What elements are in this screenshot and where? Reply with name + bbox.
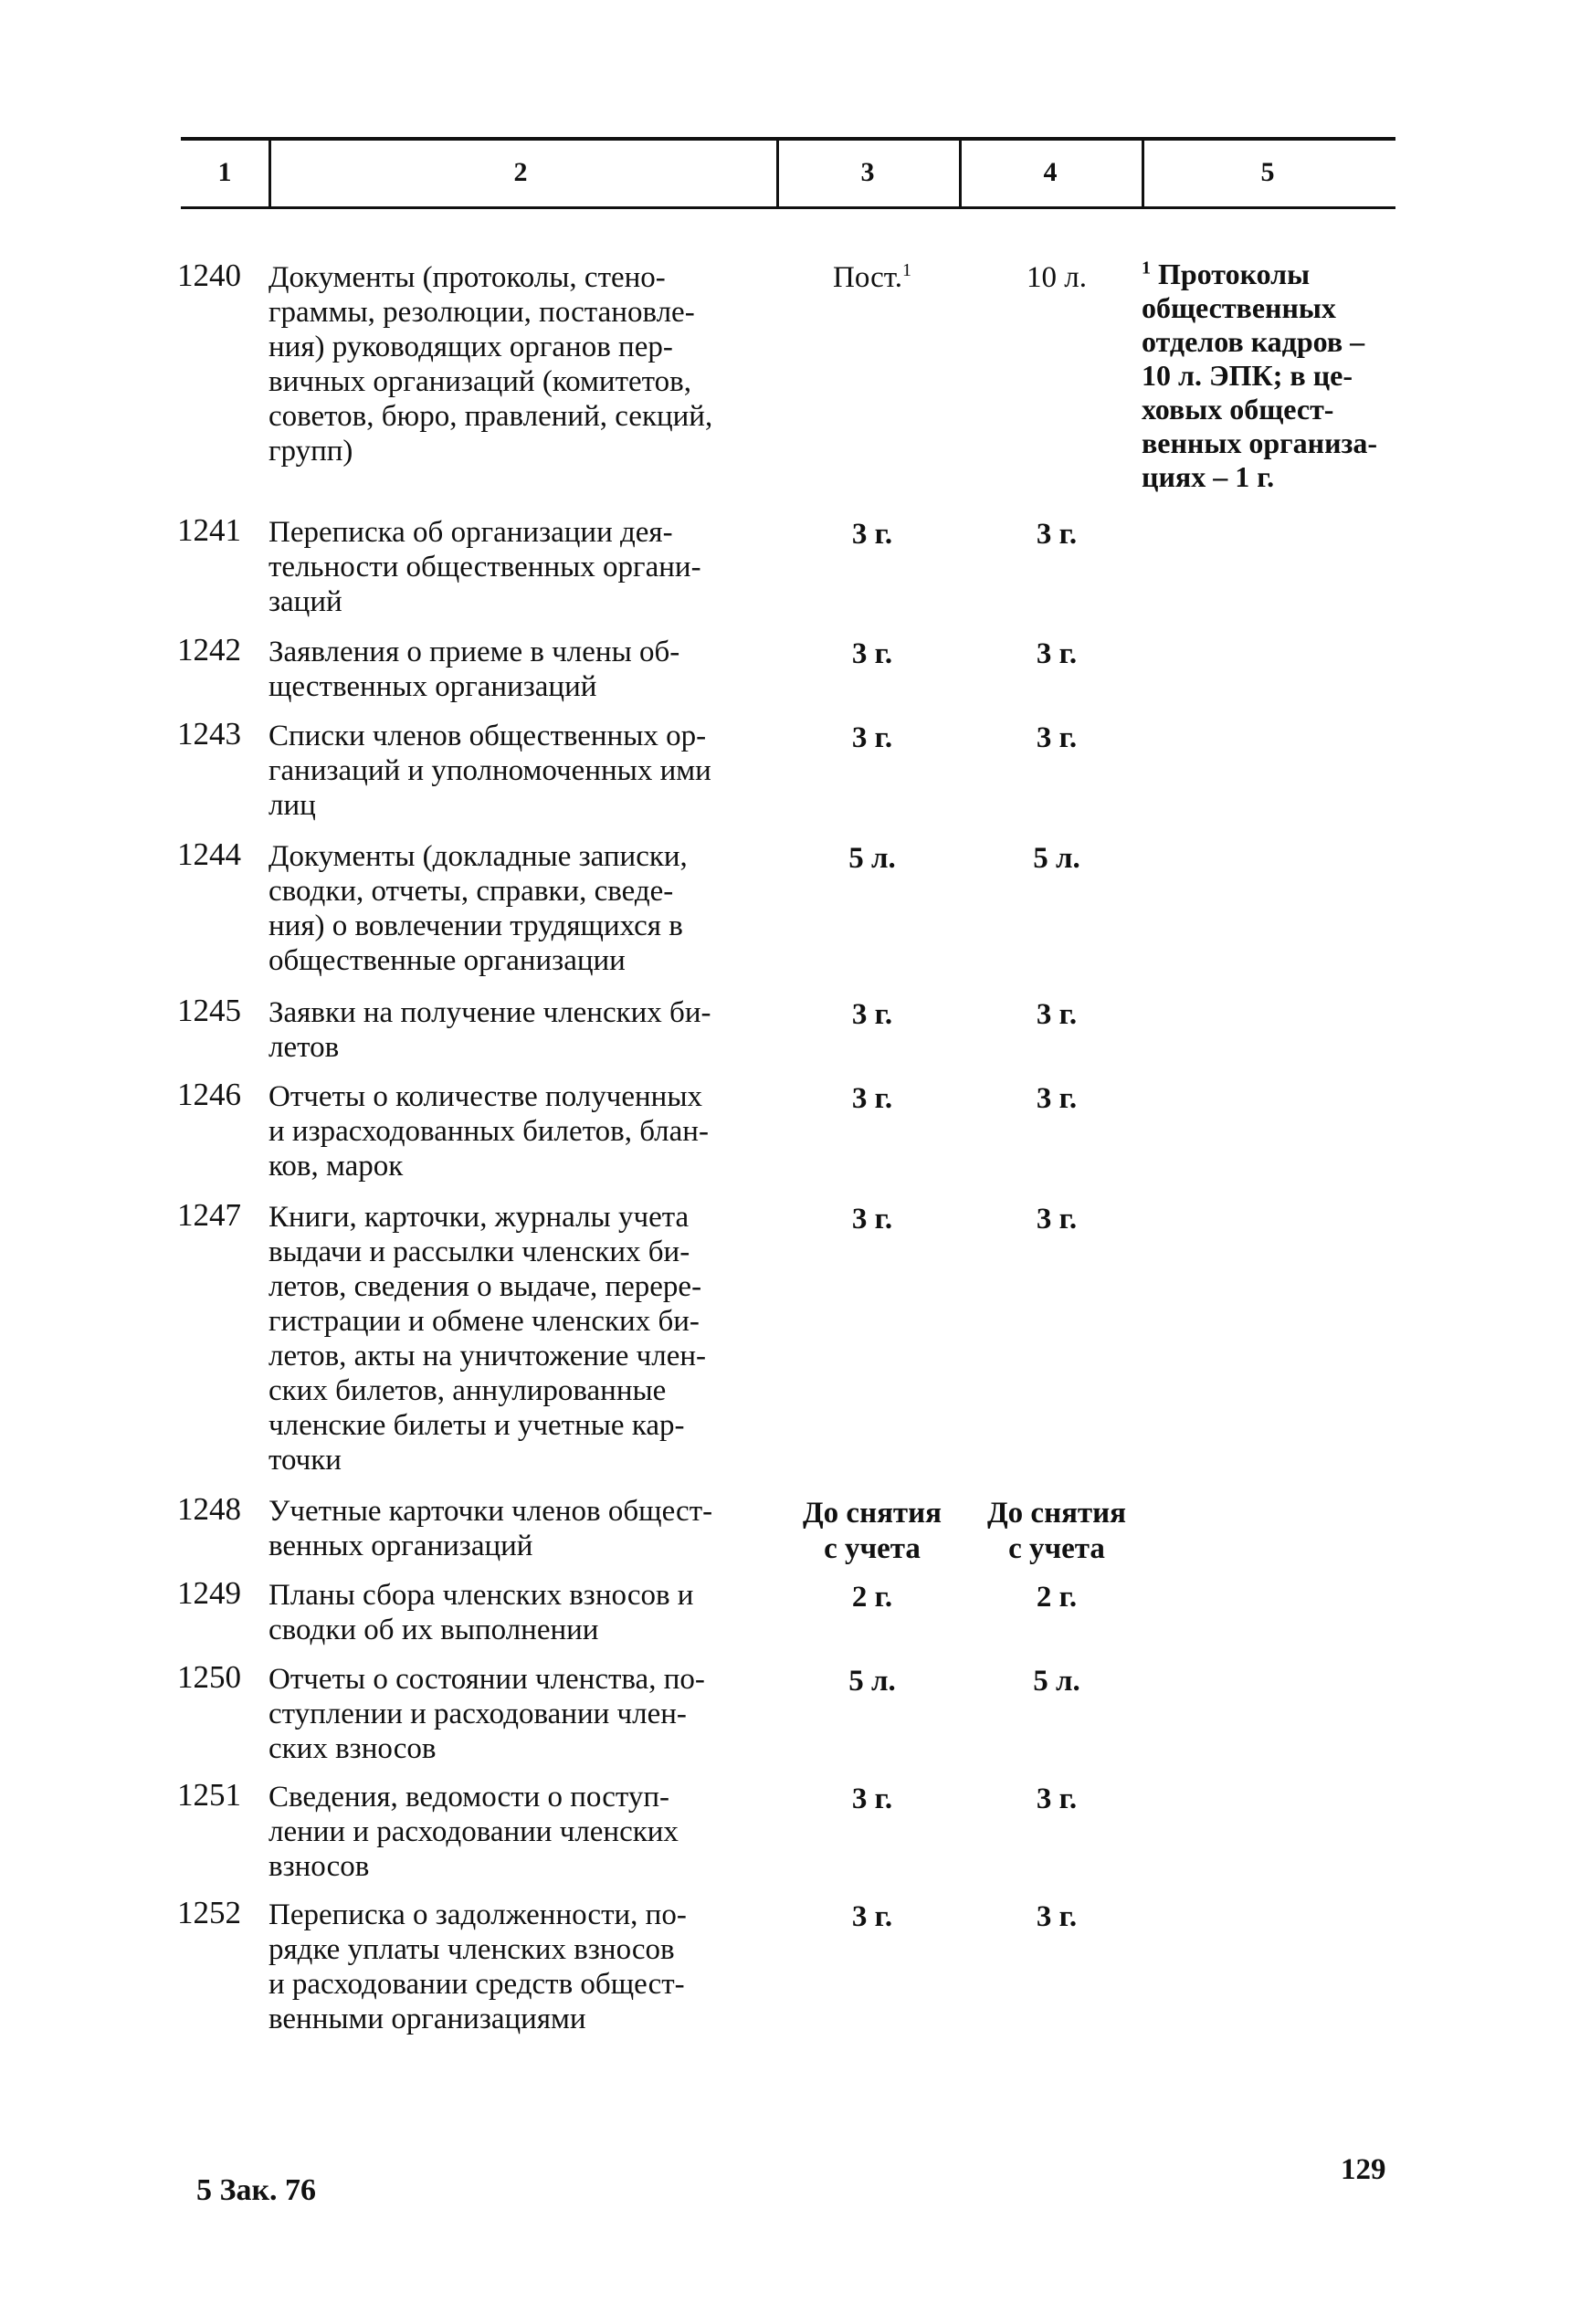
header-col-2: 2	[513, 157, 528, 187]
header-divider	[776, 137, 779, 209]
row-storage-term-2: 2 г.	[1036, 1581, 1078, 1614]
row-number: 1246	[177, 1077, 241, 1112]
row-storage-term: 3 г.	[851, 1203, 893, 1236]
row-number: 1245	[177, 993, 241, 1028]
footnote-text: Протоколы общественных отделов кадров – 10 л. ЭПК; в це- ховых общест- венных организа- циях – 1 г.	[1142, 258, 1378, 493]
row-storage-term: 2 г.	[851, 1581, 893, 1614]
header-divider	[269, 137, 271, 209]
header-divider	[1142, 137, 1144, 209]
row-storage-term: 3 г.	[851, 637, 893, 670]
row-storage-term: До снятия с учета	[802, 1497, 942, 1565]
row-title: Учетные карточки членов общест- венных организаций	[269, 1495, 713, 1562]
row-storage-term: 5 л.	[848, 842, 896, 875]
row-storage-term-2: 3 г.	[1036, 637, 1078, 670]
row-title: Планы сбора членских взносов и сводки об их выполнении	[269, 1579, 694, 1646]
page-number: 129	[1341, 2153, 1386, 2186]
row-title: Книги, карточки, журналы учета выдачи и рассылки членских би- летов, сведения о выдаче, перере- гистрации и обмене членских би- летов, акты на уничтожение член- ских билетов, аннулированные членские билеты и учетные кар- точки	[269, 1201, 706, 1477]
header-col-1: 1	[217, 157, 232, 187]
footnote-marker: 1	[1142, 258, 1151, 279]
header-divider	[959, 137, 962, 209]
row-number: 1251	[177, 1777, 241, 1813]
row-storage-term-2: 3 г.	[1036, 998, 1078, 1031]
row-storage-term-2: 3 г.	[1036, 1082, 1078, 1115]
row-storage-term: 3 г.	[851, 1782, 893, 1815]
row-title: Списки членов общественных ор- ганизаций и уполномоченных ими лиц	[269, 720, 711, 822]
row-storage-term	[785, 260, 959, 296]
row-title: Переписка об организации дея- тельности общественных органи- заций	[269, 516, 701, 618]
row-number: 1249	[177, 1575, 241, 1611]
row-title: Заявки на получение членских би- летов	[269, 996, 711, 1064]
row-title: Документы (протоколы, стено- граммы, резолюции, постановле- ния) руководящих органов пер- вичных организаций (комитетов, советов, бюро, правлений, секций, групп)	[269, 261, 713, 468]
row-number: 1240	[177, 258, 241, 293]
row-title: Заявления о приеме в члены об- щественных организаций	[269, 636, 680, 703]
row-number: 1244	[177, 836, 241, 872]
header-col-5: 5	[1260, 157, 1275, 187]
row-storage-term-2: 5 л.	[1033, 1665, 1080, 1698]
header-col-3: 3	[860, 157, 875, 187]
header-col-4: 4	[1043, 157, 1058, 187]
row-storage-term: 3 г.	[851, 721, 893, 754]
row-storage-term: 3 г.	[851, 998, 893, 1031]
row-title: Сведения, ведомости о поступ- лении и расходовании членских взносов	[269, 1781, 679, 1883]
row-storage-term: 3 г.	[851, 518, 893, 551]
row-note	[1142, 258, 1406, 494]
row-storage-term: 5 л.	[848, 1665, 896, 1698]
row-number: 1247	[177, 1197, 241, 1233]
header-top-rule	[181, 137, 1395, 141]
row-number: 1243	[177, 716, 241, 752]
row-storage-term: 3 г.	[851, 1900, 893, 1933]
row-storage-term-2: До снятия с учета	[986, 1497, 1127, 1565]
footnote-marker: 1	[902, 260, 911, 280]
row-storage-term-2: 10 л.	[1027, 261, 1087, 294]
row-number: 1252	[177, 1895, 241, 1930]
row-number: 1241	[177, 512, 241, 548]
row-storage-term-2: 3 г.	[1036, 518, 1078, 551]
row-storage-term: 3 г.	[851, 1082, 893, 1115]
row-number: 1250	[177, 1659, 241, 1695]
row-storage-term-2: 3 г.	[1036, 1782, 1078, 1815]
row-title: Документы (докладные записки, сводки, отчеты, справки, сведе- ния) о вовлечении трудящихся в общественные организации	[269, 840, 688, 977]
storage-term-value: Пост.	[833, 261, 902, 294]
print-order-note: 5 Зак. 76	[196, 2173, 317, 2207]
row-number: 1242	[177, 632, 241, 668]
row-storage-term-2: 3 г.	[1036, 721, 1078, 754]
row-title: Отчеты о количестве полученных и израсходованных билетов, блан- ков, марок	[269, 1080, 709, 1183]
table-header	[181, 137, 1395, 210]
row-storage-term-2: 3 г.	[1036, 1203, 1078, 1236]
row-storage-term-2: 3 г.	[1036, 1900, 1078, 1933]
header-bottom-rule	[181, 206, 1395, 209]
row-storage-term-2: 5 л.	[1033, 842, 1080, 875]
row-number: 1248	[177, 1491, 241, 1527]
row-title: Отчеты о состоянии членства, по- ступлении и расходовании член- ских взносов	[269, 1663, 705, 1765]
row-title: Переписка о задолженности, по- рядке уплаты членских взносов и расходовании средств общест- венными организациями	[269, 1898, 687, 2035]
